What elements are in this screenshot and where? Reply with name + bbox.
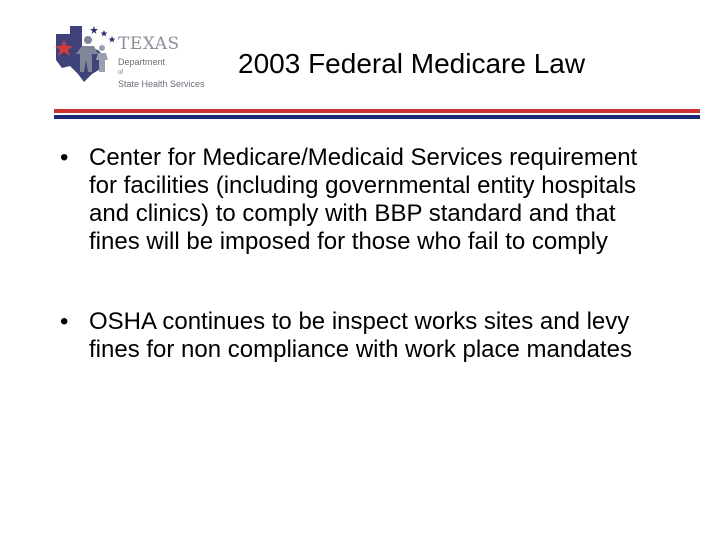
title-divider-blue: [54, 115, 700, 119]
texas-star-people-icon: [54, 24, 120, 84]
bullet-list: [60, 144, 660, 364]
texas-dshs-logo: [54, 24, 208, 89]
slide-title: 2003 Federal Medicare Law: [238, 48, 586, 79]
bullet-dot: •: [60, 144, 69, 171]
bullet-item: [60, 144, 659, 256]
bullet-text: Center for Medicare/Medicaid Services requirement for facilities (including governmental entity hospitals and clinics) to comply with BBP standard and that fines will be imposed for those who fail to comply: [89, 144, 638, 255]
logo-line-of: of: [118, 70, 124, 76]
title-divider-red: [54, 109, 700, 113]
logo-line-state-health: State Health Services: [118, 79, 205, 89]
bullet-text: OSHA continues to be inspect works sites and levy fines for non compliance with work place mandates: [89, 308, 632, 363]
bullet-dot: •: [60, 308, 69, 335]
logo-department-text: [118, 57, 205, 90]
bullet-item: [60, 308, 659, 364]
logo-wordmark: TEXAS: [118, 34, 180, 54]
logo-line-department: Department: [118, 57, 166, 67]
